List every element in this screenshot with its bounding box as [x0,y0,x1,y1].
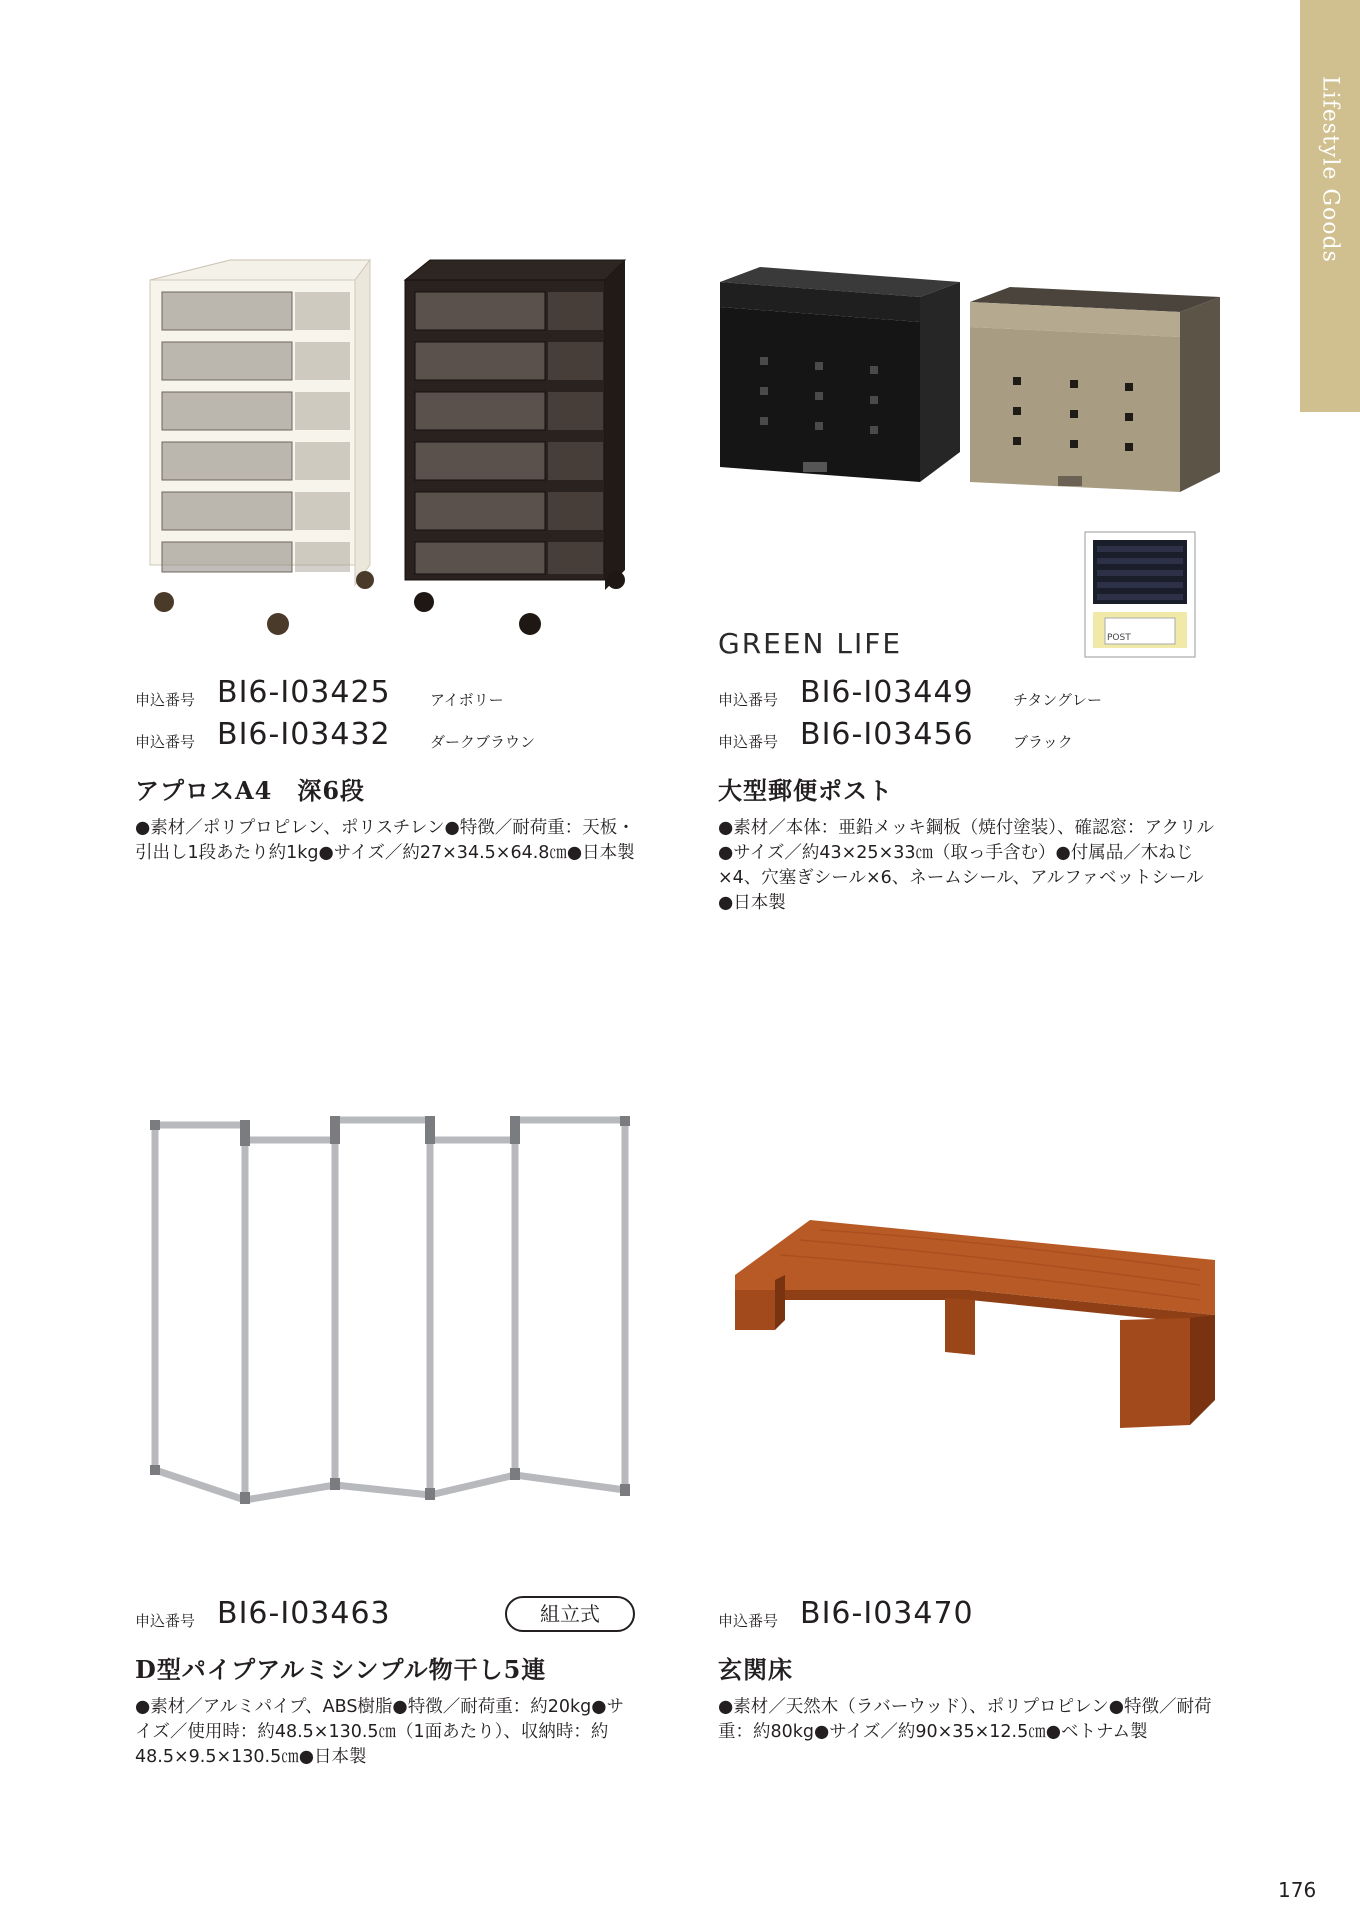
product-spec: ●素材／アルミパイプ、ABS樹脂●特徴／耐荷重：約20kg●サイズ／使用時：約48.5×130.5㎝（1面あたり）、収納時：約48.5×9.5×130.5㎝●日本製 [135,1697,624,1767]
order-code: BI6-I03425 [217,675,391,710]
drying-rack-image [140,1110,640,1530]
order-number-label: 申込番号 [135,733,196,751]
assembly-required-badge: 組立式 [505,1596,635,1632]
accessory-sticker-inset [1085,532,1195,657]
order-code: BI6-I03456 [800,717,974,752]
order-number-label: 申込番号 [718,733,779,751]
order-number-row [718,675,1238,717]
color-variant: アイボリー [430,691,504,709]
page-number: 176 [1278,1878,1317,1902]
order-number-row [135,675,655,717]
order-number-row [135,1596,655,1638]
product-name: D型パイプアルミシンプル物干し5連 [135,1655,547,1684]
order-code: BI6-I03432 [217,717,391,752]
product-card [718,1596,1238,1745]
product-name: 玄関床 [718,1655,793,1684]
product-spec: ●素材／ポリプロピレン、ポリスチレン●特徴／耐荷重：天板・引出し1段あたり約1kg●サイズ／約27×34.5×64.8㎝●日本製 [135,818,635,863]
order-code: BI6-I03449 [800,675,974,710]
product-name: 大型郵便ポスト [718,776,893,805]
sticker-post-text: POST [1107,633,1131,643]
entrance-step-image [730,1220,1220,1440]
product-card [718,675,1238,916]
titanium-grey-mailbox [970,287,1220,492]
order-number-label: 申込番号 [718,691,779,709]
order-number-row [135,717,655,759]
color-variant: チタングレー [1013,691,1102,709]
product-card [135,675,655,866]
product-spec: ●素材／本体：亜鉛メッキ鋼板（焼付塗装）、確認窓：アクリル●サイズ／約43×25×33㎝（取っ手含む）●付属品／木ねじ×4、穴塞ぎシール×6、ネームシール、アルファベットシール●日本製 [718,818,1214,913]
order-number-row [718,1596,1238,1638]
order-code: BI6-I03463 [217,1596,391,1631]
order-code: BI6-I03470 [800,1596,974,1631]
order-number-label: 申込番号 [718,1612,779,1630]
product-name: アプロスA4 深6段 [135,776,366,805]
brand-logo: GREEN LIFE [718,627,903,660]
order-number-label: 申込番号 [135,1612,196,1630]
order-number-label: 申込番号 [135,691,196,709]
order-number-row [718,717,1238,759]
product-card [135,1596,655,1770]
color-variant: ダークブラウン [430,733,536,751]
ivory-drawer-unit [150,260,374,635]
mailbox-image [715,262,1225,662]
color-variant: ブラック [1013,733,1073,751]
section-tab [1300,0,1360,412]
section-tab-label: Lifestyle Goods [1317,76,1343,263]
black-mailbox [720,267,960,482]
drawer-units-image [140,250,640,650]
dark-brown-drawer-unit [405,260,625,635]
product-spec: ●素材／天然木（ラバーウッド）、ポリプロピレン●特徴／耐荷重：約80kg●サイズ／約90×35×12.5㎝●ベトナム製 [718,1697,1212,1742]
